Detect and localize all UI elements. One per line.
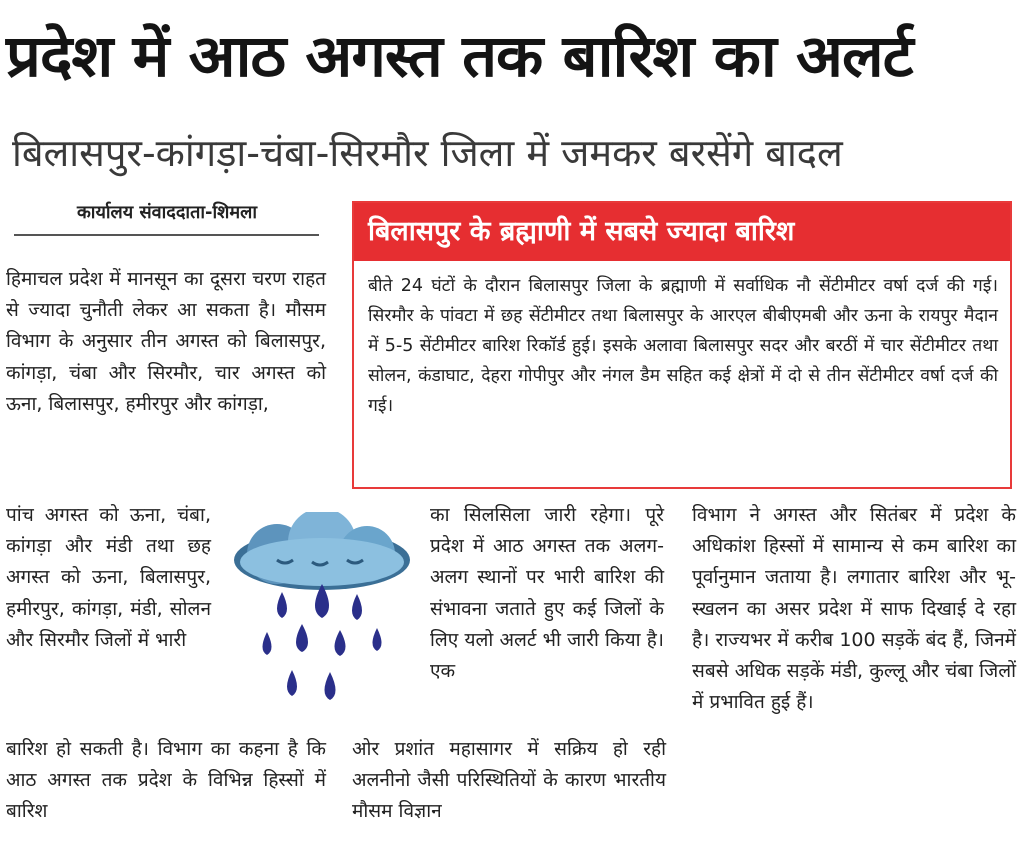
- byline: कार्यालय संवाददाता-शिमला: [76, 202, 258, 223]
- article-col2-bottom: ओर प्रशांत महासागर में सक्रिय हो रही अलनीनो जैसी परिस्थितियों के कारण भारतीय मौसम विज्ञान: [352, 738, 666, 823]
- rain-drops: [263, 584, 382, 700]
- sidebar-box-body: बीते 24 घंटों के दौरान बिलासपुर जिला के ब्रह्माणी में सर्वाधिक नौ सेंटीमीटर वर्षा दर्ज की गई। सिरमौर के पांवटा में छह सेंटीमीटर तथा बिलासपुर के आरएल बीबीएमबी और ऊना के रायपुर मैदान में 5-5 सेंटीमीटर बारिश रिकॉर्ड हुई। इसके अलावा बिलासपुर सदर और बरठीं में चार सेंटीमीटर तथा सोलन, कंडाघाट, देहरा गोपीपुर और नंगल डैम सहित कई क्षेत्रों में दो से तीन सेंटीमीटर वर्षा दर्ज की गई।: [368, 276, 998, 416]
- sidebar-box-title: बिलासपुर के ब्रह्माणी में सबसे ज्यादा बारिश: [354, 203, 1010, 261]
- article-col3: विभाग ने अगस्त और सितंबर में प्रदेश के अधिकांश हिस्सों में सामान्य से कम बारिश का पूर्वानुमान जताया है। लगातार बारिश और भू-स्खलन का असर प्रदेश में साफ दिखाई दे रहा है। राज्यभर में करीब 100 सड़कें बंद हैं, जिनमें सबसे अधिक सड़कें मंडी, कुल्लू और चंबा जिलों में प्रभावित हुई हैं।: [692, 504, 1016, 714]
- article-col2-top: का सिलसिला जारी रहेगा। पूरे प्रदेश में आठ अगस्त तक अलग-अलग स्थानों पर भारी बारिश की संभावना जताते हुए कई जिलों के लिए यलो अलर्ट भी जारी किया है। एक: [430, 504, 664, 683]
- byline-divider: [14, 234, 319, 236]
- article-col1-bottom: बारिश हो सकती है। विभाग का कहना है कि आठ अगस्त तक प्रदेश के विभिन्न हिस्सों में बारिश: [6, 738, 326, 823]
- rain-cloud-icon: [222, 512, 417, 727]
- sidebar-box: [352, 201, 1012, 489]
- article-col1-top: हिमाचल प्रदेश में मानसून का दूसरा चरण राहत से ज्यादा चुनौती लेकर आ सकता है। मौसम विभाग के अनुसार तीन अगस्त को बिलासपुर, कांगड़ा, चंबा और सिरमौर, चार अगस्त को ऊना, बिलासपुर, हमीरपुर और कांगड़ा,: [6, 268, 326, 415]
- article-col1-mid: पांच अगस्त को ऊना, चंबा, कांगड़ा और मंडी तथा छह अगस्त को ऊना, बिलासपुर, हमीरपुर, कांगड़ा, मंडी, सोलन और सिरमौर जिलों में भारी: [6, 504, 211, 651]
- cloud-shape: [234, 512, 410, 590]
- headline: प्रदेश में आठ अगस्त तक बारिश का अलर्ट: [6, 22, 913, 90]
- subheadline: बिलासपुर-कांगड़ा-चंबा-सिरमौर जिला में जमकर बरसेंगे बादल: [12, 131, 843, 175]
